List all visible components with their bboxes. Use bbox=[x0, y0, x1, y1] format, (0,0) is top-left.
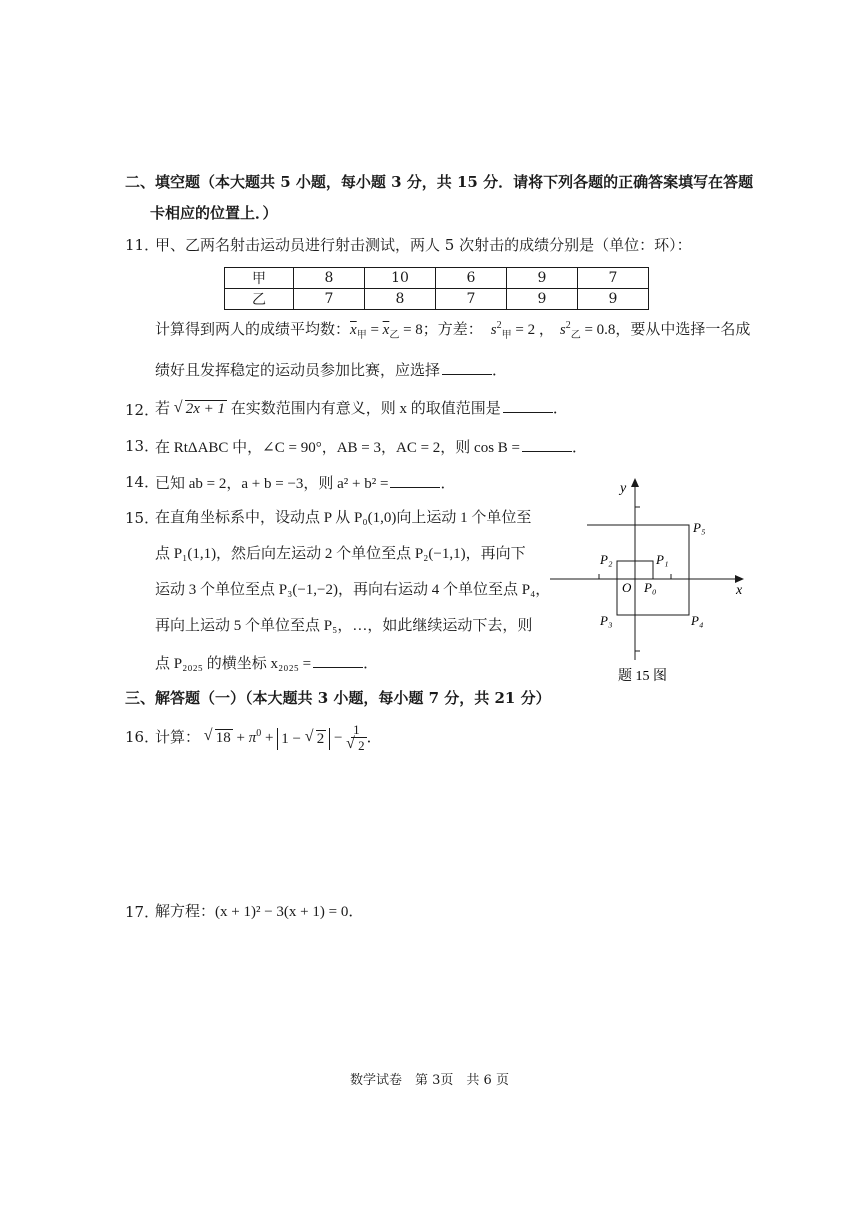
q11-number: 11． bbox=[125, 236, 160, 254]
origin-label: O bbox=[622, 580, 632, 595]
q13-text: 在 RtΔABC 中，∠C = 90°，AB = 3，AC = 2，则 cos B = ． bbox=[155, 440, 588, 456]
q14-number: 14． bbox=[125, 473, 160, 491]
q17-number: 17． bbox=[125, 903, 160, 921]
q15-line: 在直角坐标系中，设动点 P 从 P₀(1,0)向上运动 1 个单位至 bbox=[155, 510, 532, 526]
q11-line2: 计算得到两人的成绩平均数：$\overline{x}_甲 = \overline{x}_乙 = 8$；方差： $s^2_甲 = 2$ ， $s^2_乙 = 0.8$，要从中选择一名成 bbox=[155, 320, 751, 341]
table-cell: 9 bbox=[507, 268, 578, 289]
q11-text: 甲、乙两名射击运动员进行射击测试，两人 5 次射击的成绩分别是（单位：环）： bbox=[155, 236, 692, 254]
q15-line-last: 点 P₂₀₂₅ 的横坐标 x₂₀₂₅ = ． bbox=[155, 656, 379, 672]
spiral-path bbox=[587, 525, 689, 615]
p2-label: P₂ bbox=[600, 552, 613, 567]
q15-line: 点 P₁(1,1)，然后向左运动 2 个单位至点 P₂(−1,1)，再向下 bbox=[155, 546, 526, 562]
table-row bbox=[225, 289, 649, 310]
answer-blank bbox=[442, 362, 492, 375]
x-label: x bbox=[736, 583, 743, 598]
q15-line: 运动 3 个单位至点 P₃(−1,−2)，再向右运动 4 个单位至点 P₄， bbox=[155, 582, 551, 598]
y-axis-arrow-icon bbox=[631, 478, 639, 487]
answer-blank bbox=[503, 400, 553, 413]
q16-number: 16． bbox=[125, 728, 160, 746]
table-cell: 甲 bbox=[225, 268, 294, 289]
table-cell: 7 bbox=[294, 289, 365, 310]
q12-number: 12． bbox=[125, 401, 160, 419]
table-row bbox=[225, 268, 649, 289]
table-cell: 8 bbox=[294, 268, 365, 289]
p4-label: P₄ bbox=[691, 613, 704, 628]
q12-text: 若 √ 2x + 1 在实数范围内有意义，则 x 的取值范围是 ． bbox=[155, 400, 568, 417]
table-cell: 7 bbox=[578, 268, 649, 289]
q15-line: 再向上运动 5 个单位至点 P₅，…，如此继续运动下去，则 bbox=[155, 618, 533, 634]
table-cell: 9 bbox=[507, 289, 578, 310]
answer-blank bbox=[313, 655, 363, 668]
table-cell: 9 bbox=[578, 289, 649, 310]
score-table bbox=[224, 267, 649, 310]
q15-number: 15． bbox=[125, 509, 160, 527]
answer-blank bbox=[522, 439, 572, 452]
x-axis-arrow-icon bbox=[735, 575, 744, 583]
p0-label: P₀ bbox=[644, 580, 657, 595]
sqrt-expression: √ 2x + 1 bbox=[174, 402, 227, 417]
q16-expression: 计算： √ $18 + \pi^0 + 1$ − √ 2 − 1 √ 2 ． bbox=[155, 723, 382, 754]
table-cell: 8 bbox=[365, 289, 436, 310]
answer-blank bbox=[390, 475, 440, 488]
p3-label: P₃ bbox=[600, 613, 613, 628]
section3-heading: 三、解答题（一）（本大题共 3 小题，每小题 7 分，共 21 分） bbox=[125, 689, 551, 707]
q17-text: 解方程：(x + 1)² − 3(x + 1) = 0． bbox=[155, 904, 364, 920]
table-cell: 6 bbox=[436, 268, 507, 289]
table-cell: 7 bbox=[436, 289, 507, 310]
q14-text: 已知 ab = 2，a + b = −3，则 a² + b² = ． bbox=[155, 476, 456, 492]
p1-label: P₁ bbox=[656, 552, 669, 567]
q11-line3: 绩好且发挥稳定的运动员参加比赛，应选择 ． bbox=[155, 361, 508, 379]
section2-heading-cont: 卡相应的位置上．） bbox=[150, 204, 278, 222]
q15-figure bbox=[540, 470, 760, 690]
table-cell: 10 bbox=[365, 268, 436, 289]
p5-label: P₅ bbox=[693, 520, 706, 535]
section2-heading: 二、填空题（本大题共 5 小题，每小题 3 分，共 15 分．请将下列各题的正确答案填写在答题 bbox=[125, 173, 754, 191]
q13-number: 13． bbox=[125, 437, 160, 455]
page-footer: 数学试卷 第 3页 共 6 页 bbox=[350, 1073, 509, 1088]
table-cell: 乙 bbox=[225, 289, 294, 310]
figure-caption: 题 15 图 bbox=[618, 669, 667, 684]
y-label: y bbox=[620, 481, 627, 496]
